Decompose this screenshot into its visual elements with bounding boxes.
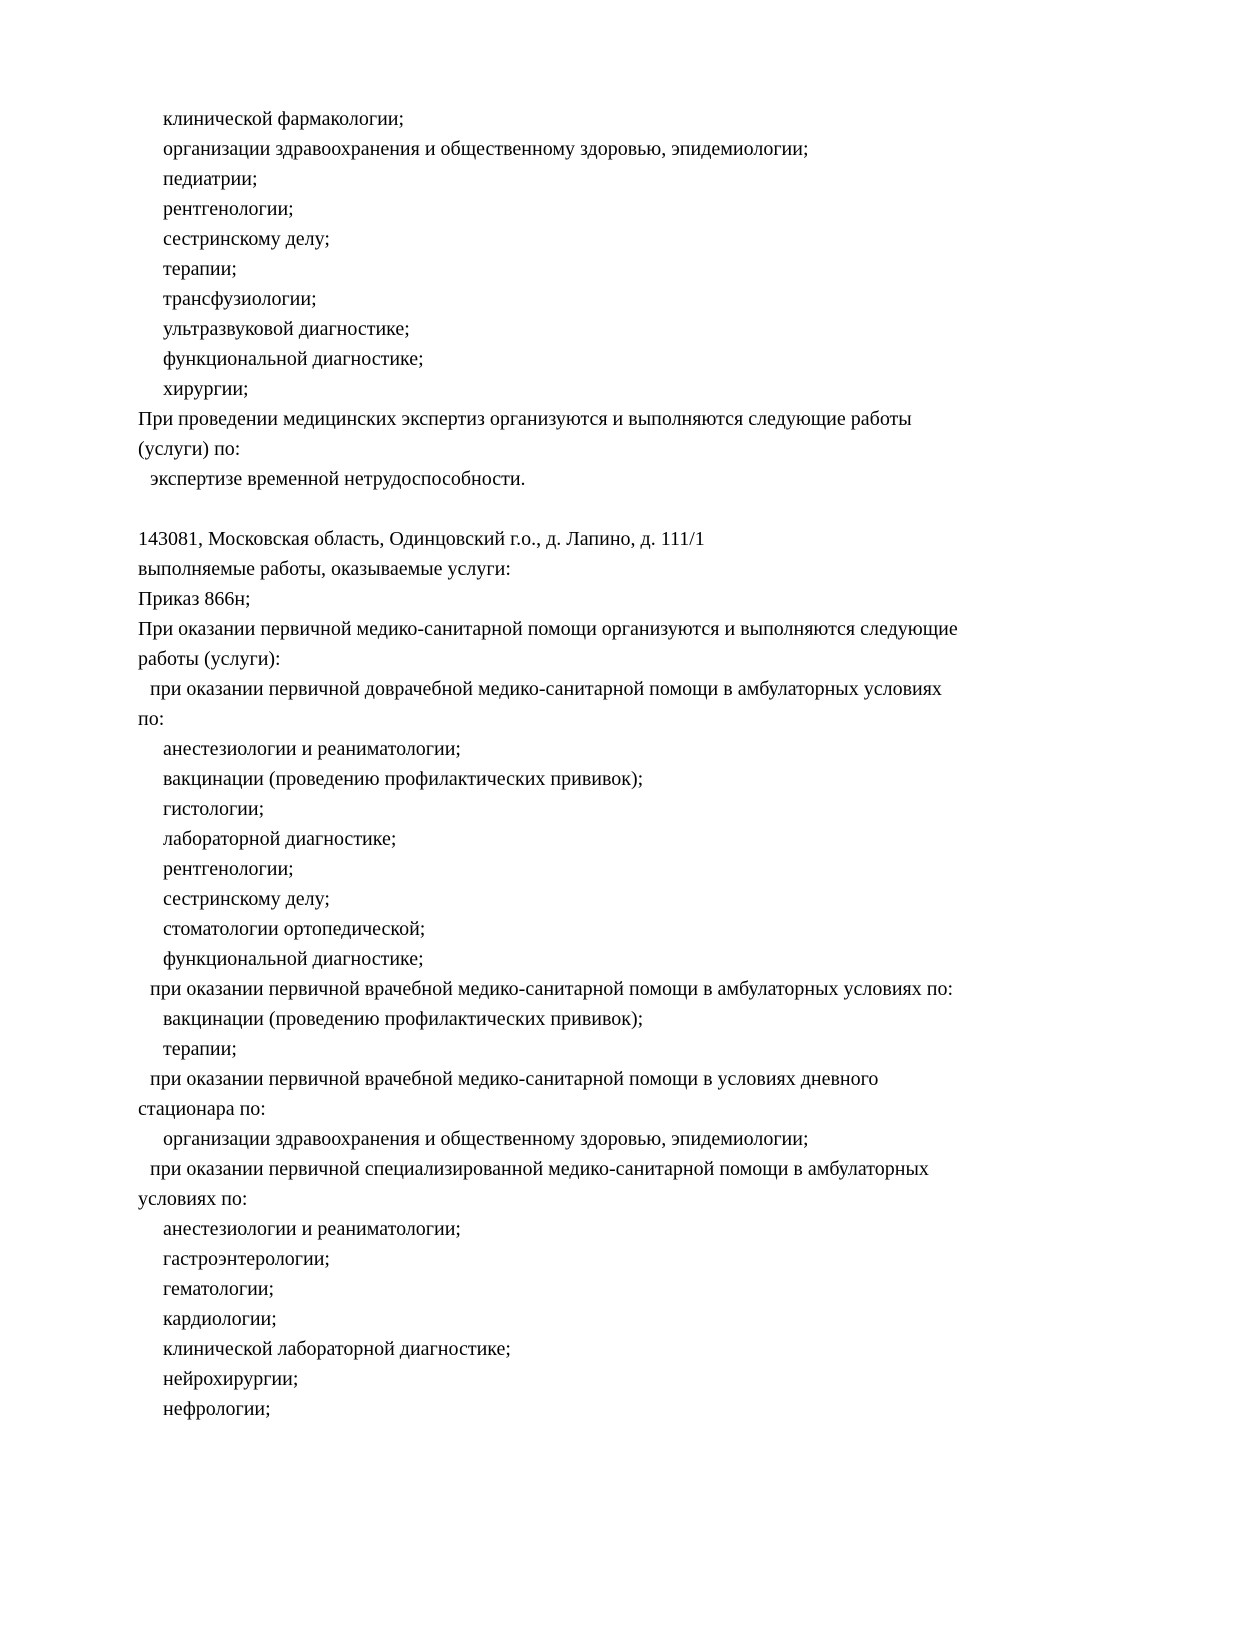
text-line: рентгенологии; <box>163 198 294 220</box>
text-line: терапии; <box>163 1038 237 1060</box>
text-line: кардиологии; <box>163 1308 277 1330</box>
text-line: 143081, Московская область, Одинцовский г.о., д. Лапино, д. 111/1 <box>138 528 705 550</box>
text-line: нефрологии; <box>163 1398 271 1420</box>
text-line: ультразвуковой диагностике; <box>163 318 410 340</box>
text-line: (услуги) по: <box>138 438 241 460</box>
text-line: анестезиологии и реаниматологии; <box>163 738 461 760</box>
text-line: педиатрии; <box>163 168 258 190</box>
text-line: сестринскому делу; <box>163 228 330 250</box>
text-line: при оказании первичной врачебной медико-санитарной помощи в амбулаторных условиях по: <box>150 978 954 1000</box>
text-line: гистологии; <box>163 798 265 820</box>
text-line: функциональной диагностике; <box>163 948 424 970</box>
text-line: рентгенологии; <box>163 858 294 880</box>
text-line: гастроэнтерологии; <box>163 1248 330 1270</box>
text-line: стационара по: <box>138 1098 266 1120</box>
text-line: работы (услуги): <box>138 648 281 670</box>
text-line: трансфузиологии; <box>163 288 317 310</box>
text-line: организации здравоохранения и общественному здоровью, эпидемиологии; <box>163 138 809 160</box>
text-line: выполняемые работы, оказываемые услуги: <box>138 558 511 580</box>
text-line: при оказании первичной доврачебной медико-санитарной помощи в амбулаторных условиях <box>150 678 942 700</box>
blank-line <box>0 494 1240 524</box>
text-line: вакцинации (проведению профилактических прививок); <box>163 768 644 790</box>
text-line: вакцинации (проведению профилактических прививок); <box>163 1008 644 1030</box>
text-line: При проведении медицинских экспертиз организуются и выполняются следующие работы <box>138 408 912 430</box>
text-line: нейрохирургии; <box>163 1368 299 1390</box>
text-line: по: <box>138 708 165 730</box>
text-line: условиях по: <box>138 1188 248 1210</box>
text-line: организации здравоохранения и общественному здоровью, эпидемиологии; <box>163 1128 809 1150</box>
text-line: сестринскому делу; <box>163 888 330 910</box>
text-line: анестезиологии и реаниматологии; <box>163 1218 461 1240</box>
text-line: при оказании первичной врачебной медико-санитарной помощи в условиях дневного <box>150 1068 879 1090</box>
text-line: хирургии; <box>163 378 249 400</box>
text-line: экспертизе временной нетрудоспособности. <box>150 468 526 490</box>
document-text-block <box>0 104 1240 1424</box>
text-line: гематологии; <box>163 1278 275 1300</box>
text-line: функциональной диагностике; <box>163 348 424 370</box>
text-line: Приказ 866н; <box>138 588 251 610</box>
text-line: терапии; <box>163 258 237 280</box>
text-line: При оказании первичной медико-санитарной помощи организуются и выполняются следующие <box>138 618 958 640</box>
text-line: лабораторной диагностике; <box>163 828 397 850</box>
text-line: стоматологии ортопедической; <box>163 918 426 940</box>
text-line: при оказании первичной специализированной медико-санитарной помощи в амбулаторных <box>150 1158 929 1180</box>
text-line: клинической фармакологии; <box>163 108 405 130</box>
text-line: клинической лабораторной диагностике; <box>163 1338 511 1360</box>
